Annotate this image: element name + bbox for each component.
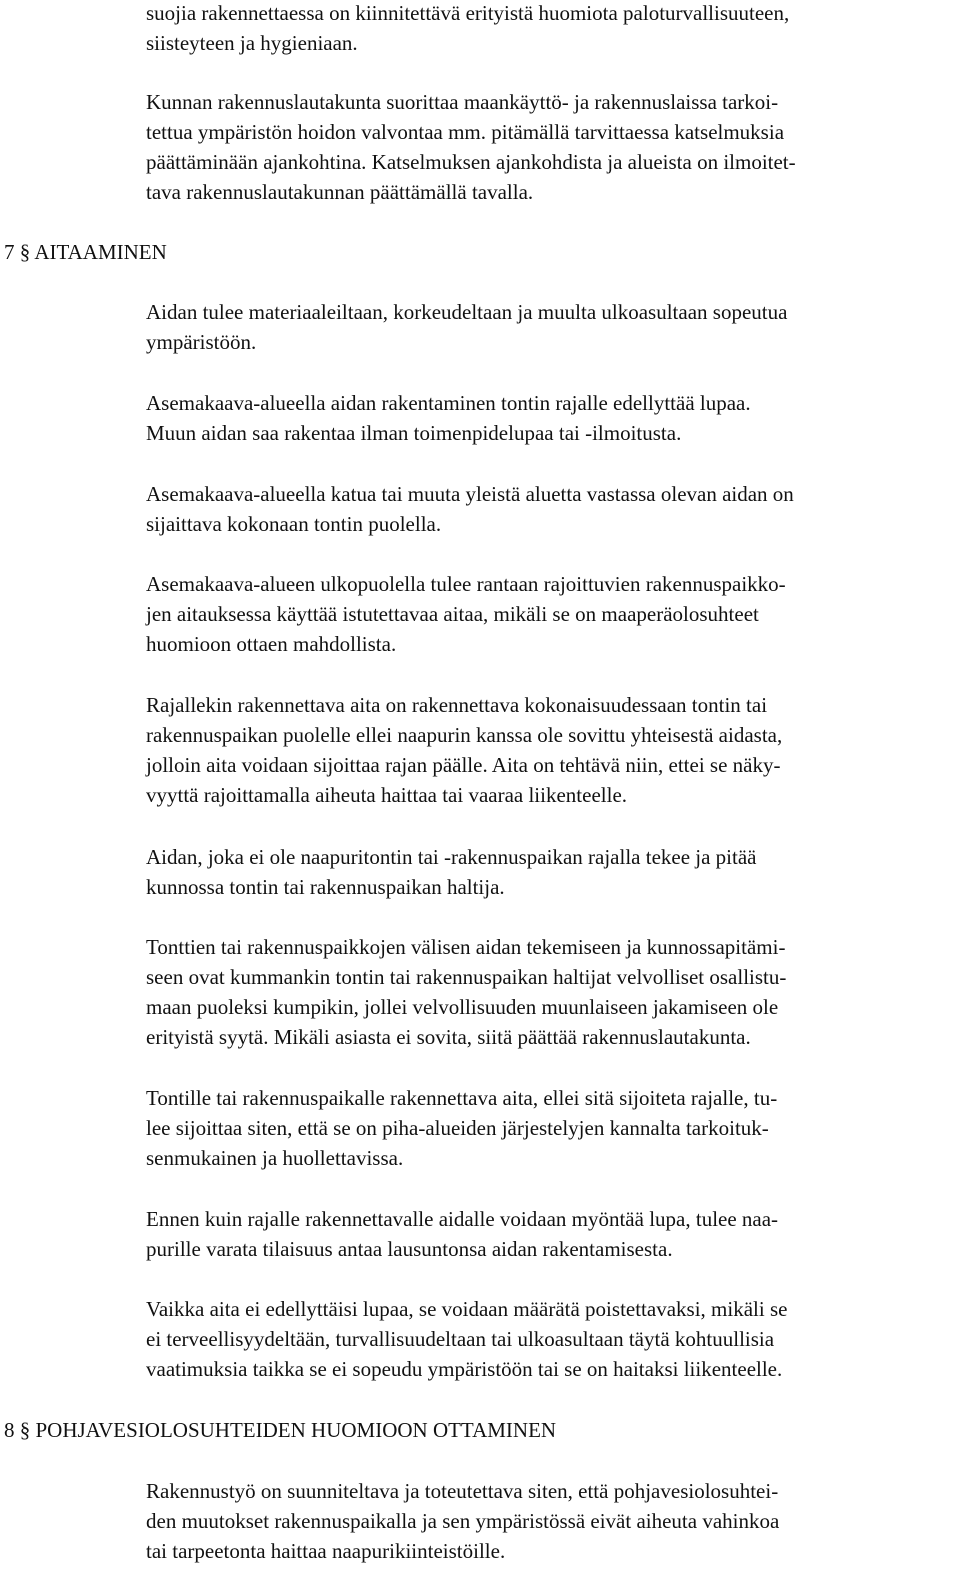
paragraph-1: [146, 0, 956, 58]
text-line: päättäminään ajankohtina. Katselmuksen ajankohdista ja alueista on ilmoitet-: [146, 150, 796, 174]
text-line: den muutokset rakennuspaikalla ja sen ympäristössä eivät aiheuta vahinkoa: [146, 1509, 780, 1533]
text-line: lee sijoittaa siten, että se on piha-alueiden järjestelyjen kannalta tarkoituk-: [146, 1116, 769, 1140]
text-line: vaatimuksia taikka se ei sopeudu ympäristöön tai se on haitaksi liikenteelle.: [146, 1357, 783, 1381]
section-heading-7: 7 § AITAAMINEN: [4, 240, 167, 264]
text-line: Tonttien tai rakennuspaikkojen välisen aidan tekemiseen ja kunnossapitämi-: [146, 935, 786, 959]
text-line: Rajallekin rakennettava aita on rakennettava kokonaisuudessaan tontin tai: [146, 693, 768, 717]
text-line: Ennen kuin rajalle rakennettavalle aidalle voidaan myöntää lupa, tulee naa-: [146, 1207, 779, 1231]
text-line: sijaittava kokonaan tontin puolella.: [146, 512, 442, 536]
text-line: rakennuspaikan puolelle ellei naapurin kanssa ole sovittu yhteisestä aidasta,: [146, 723, 783, 747]
paragraph-6: [146, 569, 956, 659]
text-line: erityistä syytä. Mikäli asiasta ei sovita, siitä päättää rakennuslautakunta.: [146, 1025, 751, 1049]
text-line: siisteyteen ja hygieniaan.: [146, 31, 358, 55]
paragraph-12: [146, 1294, 956, 1384]
paragraph-10: [146, 1083, 956, 1173]
text-line: Vaikka aita ei edellyttäisi lupaa, se voidaan määrätä poistettavaksi, mikäli se: [146, 1297, 788, 1321]
text-line: tai tarpeetonta haittaa naapurikiinteistöille.: [146, 1539, 506, 1563]
paragraph-8: [146, 842, 956, 902]
text-line: ei terveellisyydeltään, turvallisuudeltaan tai ulkoasultaan täytä kohtuullisia: [146, 1327, 775, 1351]
text-line: Aidan tulee materiaaleiltaan, korkeudeltaan ja muulta ulkoasultaan sopeutua: [146, 300, 788, 324]
text-line: jen aitauksessa käyttää istutettavaa aitaa, mikäli se on maaperäolosuhteet: [146, 602, 759, 626]
paragraph-13: [146, 1476, 956, 1566]
text-line: Muun aidan saa rakentaa ilman toimenpidelupaa tai -ilmoitusta.: [146, 421, 682, 445]
paragraph-3: [146, 297, 956, 357]
text-line: vyyttä rajoittamalla aiheuta haittaa tai vaaraa liikenteelle.: [146, 783, 628, 807]
text-line: Asemakaava-alueella aidan rakentaminen tontin rajalle edellyttää lupaa.: [146, 391, 751, 415]
paragraph-9: [146, 932, 956, 1052]
text-line: Asemakaava-alueella katua tai muuta yleistä aluetta vastassa olevan aidan on: [146, 482, 794, 506]
text-line: Rakennustyö on suunniteltava ja toteutettava siten, että pohjavesiolosuhtei-: [146, 1479, 779, 1503]
paragraph-11: [146, 1204, 956, 1264]
text-line: Aidan, joka ei ole naapuritontin tai -rakennuspaikan rajalla tekee ja pitää: [146, 845, 757, 869]
section-heading-8: 8 § POHJAVESIOLOSUHTEIDEN HUOMIOON OTTAMINEN: [4, 1418, 557, 1442]
text-line: Asemakaava-alueen ulkopuolella tulee rantaan rajoittuvien rakennuspaikko-: [146, 572, 786, 596]
text-line: jolloin aita voidaan sijoittaa rajan päälle. Aita on tehtävä niin, ettei se näky-: [146, 753, 781, 777]
text-line: maan puoleksi kumpikin, jollei velvollisuuden muunlaiseen jakamiseen ole: [146, 995, 779, 1019]
paragraph-2: [146, 87, 956, 207]
text-line: Kunnan rakennuslautakunta suorittaa maankäyttö- ja rakennuslaissa tarkoi-: [146, 90, 779, 114]
paragraph-7: [146, 690, 956, 810]
text-line: ympäristöön.: [146, 330, 257, 354]
text-line: huomioon ottaen mahdollista.: [146, 632, 397, 656]
text-line: seen ovat kummankin tontin tai rakennuspaikan haltijat velvolliset osallistu-: [146, 965, 787, 989]
text-line: tettua ympäristön hoidon valvontaa mm. pitämällä tarvittaessa katselmuksia: [146, 120, 785, 144]
paragraph-5: [146, 479, 956, 539]
text-line: tava rakennuslautakunnan päättämällä tavalla.: [146, 180, 534, 204]
text-line: kunnossa tontin tai rakennuspaikan haltija.: [146, 875, 505, 899]
text-line: suojia rakennettaessa on kiinnitettävä erityistä huomiota paloturvallisuuteen,: [146, 1, 790, 25]
text-line: Tontille tai rakennuspaikalle rakennettava aita, ellei sitä sijoiteta rajalle, tu-: [146, 1086, 778, 1110]
text-line: senmukainen ja huollettavissa.: [146, 1146, 404, 1170]
paragraph-4: [146, 388, 956, 448]
text-line: purille varata tilaisuus antaa lausuntonsa aidan rakentamisesta.: [146, 1237, 673, 1261]
